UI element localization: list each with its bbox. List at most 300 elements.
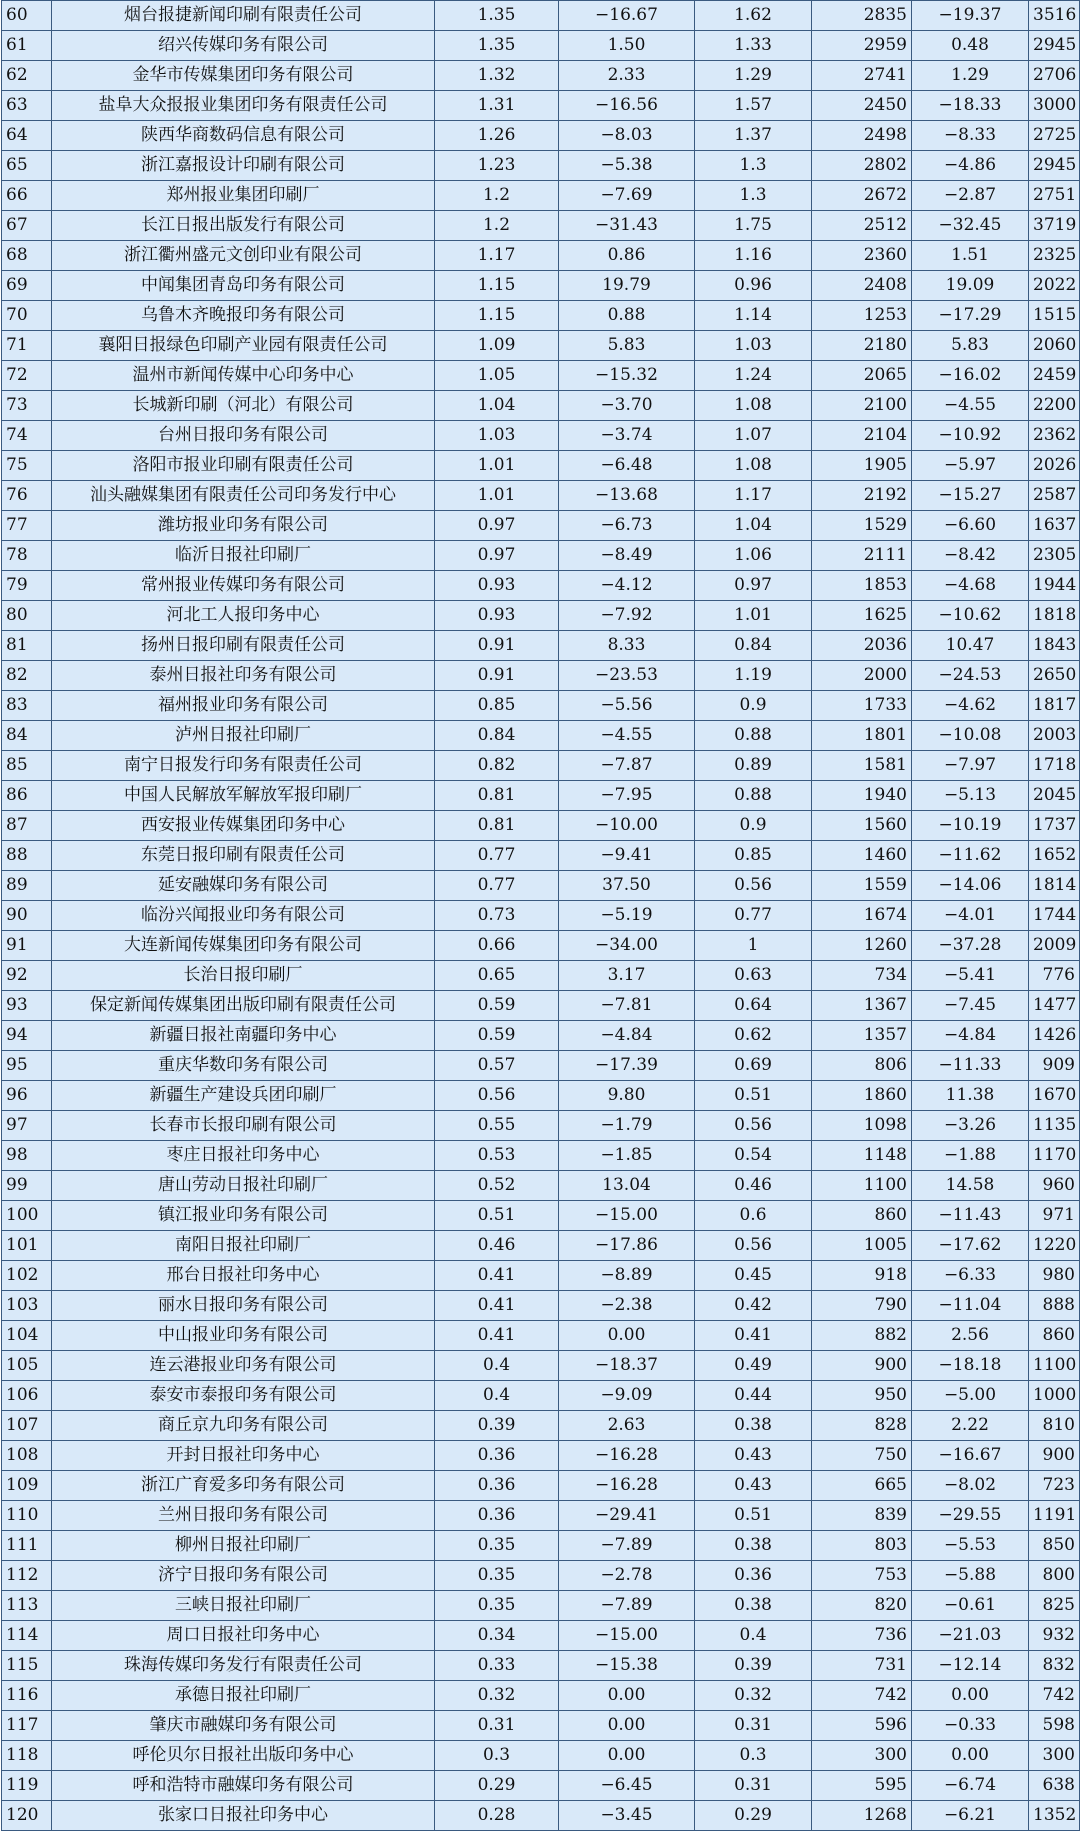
value-1-cell: 0.28 [435, 1801, 559, 1831]
value-3-cell: 2360 [812, 241, 912, 271]
change-1-cell: −16.28 [559, 1471, 695, 1501]
change-2-cell: −10.92 [912, 421, 1029, 451]
value-4-cell: 3719 [1029, 211, 1080, 241]
change-2-cell: −6.33 [912, 1261, 1029, 1291]
change-2-cell: −4.62 [912, 691, 1029, 721]
value-1-cell: 0.93 [435, 601, 559, 631]
value-2-cell: 1.01 [695, 601, 812, 631]
rank-cell: 76 [2, 481, 52, 511]
value-4-cell: 1814 [1029, 871, 1080, 901]
value-4-cell: 860 [1029, 1321, 1080, 1351]
value-2-cell: 0.36 [695, 1561, 812, 1591]
table-row [2, 871, 1080, 901]
value-4-cell: 1000 [1029, 1381, 1080, 1411]
change-1-cell: −9.41 [559, 841, 695, 871]
change-2-cell: −4.86 [912, 151, 1029, 181]
value-1-cell: 1.01 [435, 481, 559, 511]
rank-cell: 108 [2, 1441, 52, 1471]
table-row [2, 1261, 1080, 1291]
table-row [2, 631, 1080, 661]
value-1-cell: 0.53 [435, 1141, 559, 1171]
value-1-cell: 0.46 [435, 1231, 559, 1261]
value-3-cell: 2000 [812, 661, 912, 691]
value-3-cell: 900 [812, 1351, 912, 1381]
rank-cell: 85 [2, 751, 52, 781]
change-1-cell: −4.55 [559, 721, 695, 751]
value-3-cell: 2835 [812, 1, 912, 31]
rank-cell: 103 [2, 1291, 52, 1321]
value-1-cell: 0.57 [435, 1051, 559, 1081]
value-4-cell: 832 [1029, 1651, 1080, 1681]
value-1-cell: 0.56 [435, 1081, 559, 1111]
value-4-cell: 2751 [1029, 181, 1080, 211]
table-row [2, 1171, 1080, 1201]
rank-cell: 116 [2, 1681, 52, 1711]
company-name-cell: 呼伦贝尔日报社出版印务中心 [52, 1741, 435, 1771]
table-body [2, 1, 1080, 1831]
value-4-cell: 3000 [1029, 91, 1080, 121]
rank-cell: 107 [2, 1411, 52, 1441]
rank-cell: 81 [2, 631, 52, 661]
company-name-cell: 张家口日报社印务中心 [52, 1801, 435, 1831]
value-2-cell: 1 [695, 931, 812, 961]
change-2-cell: −5.00 [912, 1381, 1029, 1411]
value-2-cell: 0.29 [695, 1801, 812, 1831]
company-name-cell: 浙江广育爱多印务有限公司 [52, 1471, 435, 1501]
change-1-cell: 0.00 [559, 1681, 695, 1711]
rank-cell: 60 [2, 1, 52, 31]
value-1-cell: 1.35 [435, 1, 559, 31]
company-name-cell: 开封日报社印务中心 [52, 1441, 435, 1471]
change-1-cell: −16.67 [559, 1, 695, 31]
change-1-cell: −1.85 [559, 1141, 695, 1171]
value-2-cell: 1.08 [695, 451, 812, 481]
rank-cell: 66 [2, 181, 52, 211]
value-3-cell: 1460 [812, 841, 912, 871]
value-2-cell: 0.56 [695, 1111, 812, 1141]
change-1-cell: 2.33 [559, 61, 695, 91]
table-row [2, 1561, 1080, 1591]
company-name-cell: 扬州日报印刷有限责任公司 [52, 631, 435, 661]
rank-cell: 75 [2, 451, 52, 481]
value-4-cell: 2945 [1029, 31, 1080, 61]
change-1-cell: 0.88 [559, 301, 695, 331]
value-2-cell: 0.85 [695, 841, 812, 871]
change-1-cell: −16.56 [559, 91, 695, 121]
change-1-cell: −4.84 [559, 1021, 695, 1051]
company-name-cell: 西安报业传媒集团印务中心 [52, 811, 435, 841]
value-4-cell: 1220 [1029, 1231, 1080, 1261]
value-4-cell: 2045 [1029, 781, 1080, 811]
value-4-cell: 1426 [1029, 1021, 1080, 1051]
rank-cell: 78 [2, 541, 52, 571]
value-3-cell: 753 [812, 1561, 912, 1591]
rank-cell: 105 [2, 1351, 52, 1381]
company-name-cell: 新疆生产建设兵团印刷厂 [52, 1081, 435, 1111]
change-1-cell: −7.95 [559, 781, 695, 811]
change-2-cell: −4.55 [912, 391, 1029, 421]
change-2-cell: 0.00 [912, 1681, 1029, 1711]
table-row [2, 1381, 1080, 1411]
table-row [2, 151, 1080, 181]
change-2-cell: 2.22 [912, 1411, 1029, 1441]
rank-cell: 95 [2, 1051, 52, 1081]
change-2-cell: −5.88 [912, 1561, 1029, 1591]
value-3-cell: 860 [812, 1201, 912, 1231]
change-2-cell: −11.04 [912, 1291, 1029, 1321]
value-2-cell: 0.69 [695, 1051, 812, 1081]
company-name-cell: 汕头融媒集团有限责任公司印务发行中心 [52, 481, 435, 511]
value-4-cell: 909 [1029, 1051, 1080, 1081]
company-name-cell: 浙江衢州盛元文创印业有限公司 [52, 241, 435, 271]
value-1-cell: 1.17 [435, 241, 559, 271]
value-1-cell: 0.97 [435, 541, 559, 571]
value-4-cell: 2022 [1029, 271, 1080, 301]
company-name-cell: 长城新印刷（河北）有限公司 [52, 391, 435, 421]
company-name-cell: 承德日报社印刷厂 [52, 1681, 435, 1711]
value-3-cell: 2450 [812, 91, 912, 121]
value-2-cell: 0.46 [695, 1171, 812, 1201]
value-1-cell: 0.31 [435, 1711, 559, 1741]
change-1-cell: −5.19 [559, 901, 695, 931]
rank-cell: 101 [2, 1231, 52, 1261]
value-1-cell: 0.35 [435, 1531, 559, 1561]
value-1-cell: 1.32 [435, 61, 559, 91]
company-name-cell: 肇庆市融媒印务有限公司 [52, 1711, 435, 1741]
change-2-cell: −10.62 [912, 601, 1029, 631]
company-name-cell: 台州日报印务有限公司 [52, 421, 435, 451]
value-1-cell: 0.91 [435, 661, 559, 691]
change-1-cell: −31.43 [559, 211, 695, 241]
change-1-cell: 0.86 [559, 241, 695, 271]
rank-cell: 94 [2, 1021, 52, 1051]
value-2-cell: 0.56 [695, 1231, 812, 1261]
value-4-cell: 1637 [1029, 511, 1080, 541]
company-name-cell: 乌鲁木齐晚报印务有限公司 [52, 301, 435, 331]
change-1-cell: −3.74 [559, 421, 695, 451]
value-2-cell: 1.06 [695, 541, 812, 571]
table-row [2, 1201, 1080, 1231]
value-4-cell: 2706 [1029, 61, 1080, 91]
company-name-cell: 长治日报印刷厂 [52, 961, 435, 991]
company-name-cell: 烟台报捷新闻印刷有限责任公司 [52, 1, 435, 31]
value-1-cell: 0.41 [435, 1321, 559, 1351]
value-2-cell: 1.29 [695, 61, 812, 91]
value-3-cell: 1260 [812, 931, 912, 961]
value-2-cell: 0.31 [695, 1711, 812, 1741]
value-2-cell: 0.77 [695, 901, 812, 931]
change-2-cell: −5.53 [912, 1531, 1029, 1561]
value-3-cell: 1674 [812, 901, 912, 931]
company-name-cell: 大连新闻传媒集团印务有限公司 [52, 931, 435, 961]
rank-cell: 98 [2, 1141, 52, 1171]
rank-cell: 87 [2, 811, 52, 841]
value-3-cell: 2408 [812, 271, 912, 301]
table-row [2, 361, 1080, 391]
rank-cell: 106 [2, 1381, 52, 1411]
value-2-cell: 0.43 [695, 1441, 812, 1471]
change-2-cell: −17.29 [912, 301, 1029, 331]
company-name-cell: 温州市新闻传媒中心印务中心 [52, 361, 435, 391]
value-2-cell: 1.37 [695, 121, 812, 151]
value-1-cell: 0.81 [435, 781, 559, 811]
rank-cell: 96 [2, 1081, 52, 1111]
rank-cell: 100 [2, 1201, 52, 1231]
value-4-cell: 1135 [1029, 1111, 1080, 1141]
value-3-cell: 1098 [812, 1111, 912, 1141]
company-name-cell: 南宁日报发行印务有限责任公司 [52, 751, 435, 781]
value-4-cell: 638 [1029, 1771, 1080, 1801]
value-2-cell: 0.44 [695, 1381, 812, 1411]
value-1-cell: 1.2 [435, 181, 559, 211]
value-3-cell: 1253 [812, 301, 912, 331]
company-name-cell: 浙江嘉报设计印刷有限公司 [52, 151, 435, 181]
change-1-cell: −8.49 [559, 541, 695, 571]
value-1-cell: 1.15 [435, 271, 559, 301]
value-2-cell: 1.07 [695, 421, 812, 451]
value-2-cell: 0.89 [695, 751, 812, 781]
table-row [2, 541, 1080, 571]
value-1-cell: 1.23 [435, 151, 559, 181]
company-name-cell: 潍坊报业印务有限公司 [52, 511, 435, 541]
value-1-cell: 0.3 [435, 1741, 559, 1771]
value-4-cell: 810 [1029, 1411, 1080, 1441]
value-2-cell: 1.08 [695, 391, 812, 421]
table-row [2, 1651, 1080, 1681]
change-1-cell: 8.33 [559, 631, 695, 661]
value-2-cell: 0.4 [695, 1621, 812, 1651]
change-1-cell: 37.50 [559, 871, 695, 901]
change-2-cell: 10.47 [912, 631, 1029, 661]
change-2-cell: −29.55 [912, 1501, 1029, 1531]
value-4-cell: 888 [1029, 1291, 1080, 1321]
value-3-cell: 1625 [812, 601, 912, 631]
value-4-cell: 2650 [1029, 661, 1080, 691]
change-1-cell: −10.00 [559, 811, 695, 841]
change-2-cell: −11.33 [912, 1051, 1029, 1081]
value-4-cell: 2945 [1029, 151, 1080, 181]
value-1-cell: 0.35 [435, 1561, 559, 1591]
company-name-cell: 兰州日报印务有限公司 [52, 1501, 435, 1531]
company-name-cell: 镇江报业印务有限公司 [52, 1201, 435, 1231]
value-1-cell: 0.91 [435, 631, 559, 661]
change-1-cell: −2.78 [559, 1561, 695, 1591]
rank-cell: 83 [2, 691, 52, 721]
value-1-cell: 1.04 [435, 391, 559, 421]
value-1-cell: 1.35 [435, 31, 559, 61]
change-2-cell: −6.60 [912, 511, 1029, 541]
change-2-cell: −37.28 [912, 931, 1029, 961]
value-2-cell: 1.14 [695, 301, 812, 331]
value-3-cell: 806 [812, 1051, 912, 1081]
change-1-cell: −3.70 [559, 391, 695, 421]
company-name-cell: 南阳日报社印刷厂 [52, 1231, 435, 1261]
change-2-cell: −11.62 [912, 841, 1029, 871]
rank-cell: 63 [2, 91, 52, 121]
company-name-cell: 盐阜大众报报业集团印务有限责任公司 [52, 91, 435, 121]
table-row [2, 1501, 1080, 1531]
change-2-cell: −8.33 [912, 121, 1029, 151]
change-1-cell: −3.45 [559, 1801, 695, 1831]
rank-cell: 111 [2, 1531, 52, 1561]
rank-cell: 77 [2, 511, 52, 541]
value-4-cell: 742 [1029, 1681, 1080, 1711]
rank-cell: 64 [2, 121, 52, 151]
company-name-cell: 延安融媒印务有限公司 [52, 871, 435, 901]
value-1-cell: 0.36 [435, 1441, 559, 1471]
value-2-cell: 0.54 [695, 1141, 812, 1171]
rank-cell: 91 [2, 931, 52, 961]
table-row [2, 1081, 1080, 1111]
value-1-cell: 1.01 [435, 451, 559, 481]
value-3-cell: 1367 [812, 991, 912, 1021]
rank-cell: 61 [2, 31, 52, 61]
change-1-cell: −4.12 [559, 571, 695, 601]
change-2-cell: −12.14 [912, 1651, 1029, 1681]
change-2-cell: −0.33 [912, 1711, 1029, 1741]
company-name-cell: 保定新闻传媒集团出版印刷有限责任公司 [52, 991, 435, 1021]
company-name-cell: 襄阳日报绿色印刷产业园有限责任公司 [52, 331, 435, 361]
value-3-cell: 1801 [812, 721, 912, 751]
rank-cell: 114 [2, 1621, 52, 1651]
change-2-cell: −8.02 [912, 1471, 1029, 1501]
value-4-cell: 1718 [1029, 751, 1080, 781]
value-2-cell: 0.38 [695, 1531, 812, 1561]
value-3-cell: 1560 [812, 811, 912, 841]
table-row [2, 391, 1080, 421]
value-4-cell: 1843 [1029, 631, 1080, 661]
change-1-cell: −8.89 [559, 1261, 695, 1291]
value-2-cell: 0.38 [695, 1591, 812, 1621]
value-2-cell: 0.39 [695, 1651, 812, 1681]
rank-cell: 120 [2, 1801, 52, 1831]
value-3-cell: 1733 [812, 691, 912, 721]
value-4-cell: 776 [1029, 961, 1080, 991]
value-1-cell: 0.73 [435, 901, 559, 931]
rank-cell: 84 [2, 721, 52, 751]
table-row [2, 751, 1080, 781]
table-row [2, 1351, 1080, 1381]
value-1-cell: 0.33 [435, 1651, 559, 1681]
table-row [2, 511, 1080, 541]
change-2-cell: −14.06 [912, 871, 1029, 901]
change-2-cell: 14.58 [912, 1171, 1029, 1201]
change-2-cell: −2.87 [912, 181, 1029, 211]
table-row [2, 241, 1080, 271]
value-4-cell: 2725 [1029, 121, 1080, 151]
value-3-cell: 828 [812, 1411, 912, 1441]
value-4-cell: 2325 [1029, 241, 1080, 271]
rank-cell: 110 [2, 1501, 52, 1531]
value-1-cell: 0.52 [435, 1171, 559, 1201]
table-row [2, 661, 1080, 691]
value-3-cell: 2959 [812, 31, 912, 61]
company-name-cell: 郑州报业集团印刷厂 [52, 181, 435, 211]
table-row [2, 1291, 1080, 1321]
value-4-cell: 1477 [1029, 991, 1080, 1021]
change-2-cell: −3.26 [912, 1111, 1029, 1141]
value-3-cell: 2100 [812, 391, 912, 421]
table-row [2, 1441, 1080, 1471]
value-3-cell: 596 [812, 1711, 912, 1741]
value-3-cell: 734 [812, 961, 912, 991]
company-name-cell: 周口日报社印务中心 [52, 1621, 435, 1651]
value-3-cell: 742 [812, 1681, 912, 1711]
value-4-cell: 2362 [1029, 421, 1080, 451]
table-row [2, 571, 1080, 601]
value-2-cell: 0.51 [695, 1501, 812, 1531]
change-1-cell: −6.45 [559, 1771, 695, 1801]
company-name-cell: 邢台日报社印务中心 [52, 1261, 435, 1291]
change-2-cell: −8.42 [912, 541, 1029, 571]
value-1-cell: 0.29 [435, 1771, 559, 1801]
change-2-cell: −5.97 [912, 451, 1029, 481]
value-3-cell: 950 [812, 1381, 912, 1411]
rank-cell: 69 [2, 271, 52, 301]
value-1-cell: 0.41 [435, 1291, 559, 1321]
value-2-cell: 0.9 [695, 811, 812, 841]
rank-cell: 109 [2, 1471, 52, 1501]
company-name-cell: 泰安市泰报印务有限公司 [52, 1381, 435, 1411]
value-3-cell: 1559 [812, 871, 912, 901]
value-1-cell: 0.93 [435, 571, 559, 601]
table-row [2, 931, 1080, 961]
table-row [2, 1231, 1080, 1261]
value-2-cell: 1.57 [695, 91, 812, 121]
value-3-cell: 2802 [812, 151, 912, 181]
rank-cell: 73 [2, 391, 52, 421]
value-3-cell: 1357 [812, 1021, 912, 1051]
value-4-cell: 1515 [1029, 301, 1080, 331]
company-name-cell: 洛阳市报业印刷有限责任公司 [52, 451, 435, 481]
table-row [2, 121, 1080, 151]
change-2-cell: −24.53 [912, 661, 1029, 691]
table-row [2, 781, 1080, 811]
company-name-cell: 金华市传媒集团印务有限公司 [52, 61, 435, 91]
value-1-cell: 0.97 [435, 511, 559, 541]
change-1-cell: −9.09 [559, 1381, 695, 1411]
company-name-cell: 济宁日报印务有限公司 [52, 1561, 435, 1591]
company-name-cell: 呼和浩特市融媒印务有限公司 [52, 1771, 435, 1801]
value-4-cell: 2003 [1029, 721, 1080, 751]
company-name-cell: 东莞日报印刷有限责任公司 [52, 841, 435, 871]
value-1-cell: 0.4 [435, 1381, 559, 1411]
value-3-cell: 736 [812, 1621, 912, 1651]
company-name-cell: 常州报业传媒印务有限公司 [52, 571, 435, 601]
table-row [2, 1, 1080, 31]
change-2-cell: −19.37 [912, 1, 1029, 31]
value-4-cell: 2060 [1029, 331, 1080, 361]
value-4-cell: 800 [1029, 1561, 1080, 1591]
change-2-cell: −18.18 [912, 1351, 1029, 1381]
table-row [2, 901, 1080, 931]
value-2-cell: 0.6 [695, 1201, 812, 1231]
value-1-cell: 0.77 [435, 841, 559, 871]
value-2-cell: 0.32 [695, 1681, 812, 1711]
change-1-cell: 0.00 [559, 1741, 695, 1771]
value-3-cell: 882 [812, 1321, 912, 1351]
company-name-cell: 枣庄日报社印务中心 [52, 1141, 435, 1171]
table-row [2, 1711, 1080, 1741]
table-row [2, 331, 1080, 361]
value-4-cell: 1100 [1029, 1351, 1080, 1381]
value-1-cell: 1.2 [435, 211, 559, 241]
company-name-cell: 临汾兴闻报业印务有限公司 [52, 901, 435, 931]
table-row [2, 421, 1080, 451]
rank-cell: 79 [2, 571, 52, 601]
value-2-cell: 0.84 [695, 631, 812, 661]
value-3-cell: 1268 [812, 1801, 912, 1831]
